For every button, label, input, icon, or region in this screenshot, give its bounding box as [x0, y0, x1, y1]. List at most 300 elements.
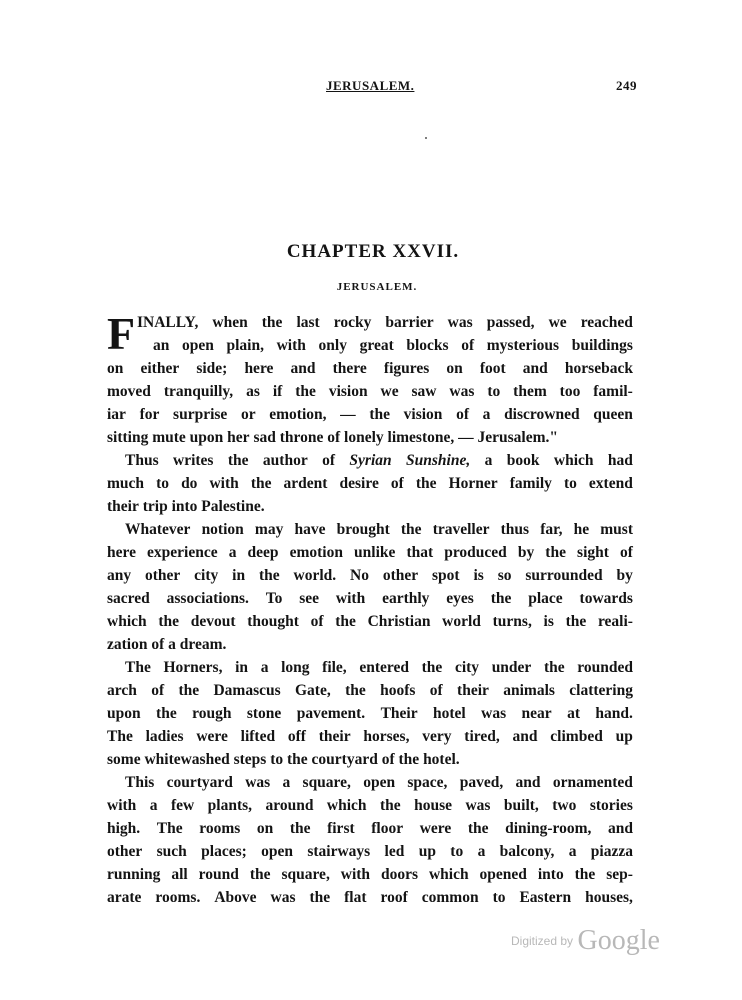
word: in: [235, 659, 249, 676]
word: iar: [107, 406, 126, 423]
word: with: [276, 337, 306, 354]
word: square,: [281, 866, 330, 883]
word: produced: [444, 544, 507, 561]
text-line: [107, 357, 633, 380]
word: —: [340, 406, 356, 423]
word: tranquilly,: [163, 383, 234, 400]
word: here: [244, 360, 274, 377]
word: towards: [579, 590, 633, 607]
word: eyes: [446, 590, 474, 607]
text-line: [107, 794, 633, 817]
word: have: [294, 521, 326, 538]
word: entered: [359, 659, 409, 676]
word: some: [107, 751, 141, 768]
word: their: [318, 728, 351, 745]
word: of: [151, 682, 165, 699]
word: world.: [293, 567, 337, 584]
word: whitewashed: [144, 751, 230, 768]
word: of: [151, 636, 165, 653]
word: which: [428, 866, 469, 883]
word: sad: [253, 429, 276, 446]
word: few: [170, 797, 195, 814]
word: the: [295, 383, 316, 400]
word: with: [340, 866, 371, 883]
word: other: [145, 567, 181, 584]
word: high.: [107, 820, 141, 837]
word: buildings: [571, 337, 633, 354]
word: lifted: [240, 728, 276, 745]
word: traveller: [432, 521, 490, 538]
word: earthly: [382, 590, 430, 607]
word: rocky: [333, 314, 372, 331]
word: hotel: [433, 705, 466, 722]
word: was: [245, 774, 271, 791]
word: to: [487, 383, 501, 400]
drop-cap: F: [107, 308, 136, 359]
word: devout: [190, 613, 236, 630]
word: her: [227, 429, 250, 446]
word: with: [107, 797, 137, 814]
text-line: [107, 656, 633, 679]
word: book: [506, 452, 540, 469]
word: was: [481, 705, 507, 722]
running-title: JERUSALEM.: [326, 78, 415, 93]
word: a: [482, 406, 491, 423]
word: the: [398, 751, 420, 768]
word: do: [181, 475, 198, 492]
word: up: [615, 728, 633, 745]
word: Jerusalem.": [477, 429, 559, 446]
text-line: [107, 472, 633, 495]
word: on: [256, 820, 274, 837]
word: to: [450, 843, 464, 860]
word: with: [335, 590, 366, 607]
word: balcony,: [499, 843, 555, 860]
word: of: [310, 613, 324, 630]
word: much: [107, 475, 145, 492]
word: foot: [479, 360, 506, 377]
text-line: [107, 334, 633, 357]
word: in: [232, 567, 246, 584]
word: courtyard: [311, 751, 378, 768]
word: we: [548, 314, 567, 331]
word: such: [156, 843, 187, 860]
text-line: [107, 403, 633, 426]
word: the: [156, 705, 177, 722]
word: Christian: [367, 613, 431, 630]
word: turns,: [492, 613, 532, 630]
word: roof: [380, 889, 408, 906]
word: with: [209, 475, 239, 492]
word: zation: [107, 636, 148, 653]
word: house: [414, 797, 453, 814]
word: blocks: [406, 337, 449, 354]
word: arch: [107, 682, 137, 699]
chapter-heading: CHAPTER XXVII.: [286, 241, 460, 262]
word: long: [281, 659, 310, 676]
word: doors: [381, 866, 419, 883]
word: the: [309, 889, 331, 906]
word: far,: [540, 521, 563, 538]
word: barrier: [385, 314, 434, 331]
word: which: [107, 613, 147, 630]
word: on: [446, 360, 463, 377]
word: the: [415, 475, 437, 492]
word: the: [250, 475, 272, 492]
word: deep: [247, 544, 279, 561]
word: that: [406, 544, 434, 561]
word: to: [156, 475, 170, 492]
word: stone: [246, 705, 282, 722]
word: sacred: [107, 590, 150, 607]
word: paved,: [459, 774, 504, 791]
word: other: [382, 567, 419, 584]
word: into: [537, 866, 564, 883]
text-line: [107, 564, 633, 587]
word: two: [552, 797, 577, 814]
word: space,: [407, 774, 448, 791]
word: off: [287, 728, 306, 745]
text-line: [107, 748, 633, 771]
word: moved: [107, 383, 151, 400]
word: round: [198, 866, 239, 883]
word: here: [107, 544, 136, 561]
text-line: [107, 771, 633, 794]
word: trip: [142, 498, 168, 515]
word: by: [616, 567, 633, 584]
word: Damascus: [213, 682, 281, 699]
word: was: [449, 383, 475, 400]
word: of: [327, 429, 341, 446]
word: or: [240, 406, 256, 423]
word: Their: [380, 705, 418, 722]
word: to: [563, 475, 577, 492]
word: notion: [201, 521, 244, 538]
word: which: [553, 452, 594, 469]
word: surrounded: [525, 567, 603, 584]
word: them: [513, 383, 547, 400]
word: —: [458, 429, 474, 446]
word: upon: [107, 705, 141, 722]
word: vision: [328, 383, 368, 400]
watermark-prefix: Digitized by: [511, 934, 574, 948]
text-line: [107, 587, 633, 610]
word: by: [517, 544, 535, 561]
word: famil-: [593, 383, 633, 400]
word: figures: [383, 360, 430, 377]
word: rounded: [577, 659, 633, 676]
word: see: [299, 590, 320, 607]
word: of: [461, 337, 475, 354]
word: reali-: [597, 613, 633, 630]
word: file,: [322, 659, 347, 676]
word: queen: [593, 406, 633, 423]
word: of: [456, 406, 469, 423]
word: INALLY,: [137, 314, 199, 331]
text-line: [107, 863, 633, 886]
word: reached: [580, 314, 633, 331]
word: desire: [339, 475, 379, 492]
word: The: [156, 820, 183, 837]
word: tired,: [464, 728, 500, 745]
word: the: [289, 820, 311, 837]
word: vision: [403, 406, 443, 423]
text-line: [107, 886, 633, 909]
word: up: [418, 843, 436, 860]
word: open: [363, 774, 396, 791]
word: a: [149, 797, 158, 814]
word: only: [318, 337, 347, 354]
text-lines: [107, 308, 633, 909]
word: the: [178, 682, 200, 699]
word: hoofs: [380, 682, 416, 699]
word: which: [326, 797, 367, 814]
word: Horners,: [163, 659, 223, 676]
word: too: [559, 383, 581, 400]
text-line: [107, 426, 633, 449]
word: horseback: [564, 360, 633, 377]
word: had: [607, 452, 633, 469]
word: there: [332, 360, 367, 377]
word: climbed: [550, 728, 603, 745]
word: experience: [147, 544, 218, 561]
word: was: [465, 797, 491, 814]
word: to: [492, 889, 506, 906]
word: on: [107, 360, 124, 377]
word: rooms.: [155, 889, 201, 906]
word: open: [182, 337, 214, 354]
word: the: [467, 820, 489, 837]
word: thought: [247, 613, 299, 630]
word: hotel.: [423, 751, 460, 768]
word: an: [153, 337, 170, 354]
word: opened: [479, 866, 527, 883]
word: To: [265, 590, 283, 607]
word: he: [573, 521, 590, 538]
text-line: [107, 610, 633, 633]
word: open: [261, 843, 293, 860]
text-line: [107, 679, 633, 702]
word: hand.: [595, 705, 633, 722]
word: of: [390, 475, 404, 492]
word: Whatever: [125, 521, 191, 538]
word: the: [345, 682, 366, 699]
word: flat: [344, 889, 367, 906]
word: first: [327, 820, 355, 837]
word: running: [107, 866, 161, 883]
word: place: [528, 590, 563, 607]
word: the: [565, 613, 587, 630]
word: No: [350, 567, 369, 584]
word: side;: [196, 360, 228, 377]
word: as: [246, 383, 260, 400]
word: for: [139, 406, 160, 423]
word: of: [381, 751, 395, 768]
word: ardent: [283, 475, 328, 492]
text-line: [107, 702, 633, 725]
word: ladies: [145, 728, 184, 745]
word: to: [270, 751, 284, 768]
word: the: [379, 797, 401, 814]
word: and: [515, 774, 541, 791]
word: a: [260, 659, 269, 676]
text-line: [107, 518, 633, 541]
word: emotion: [289, 544, 343, 561]
word: pavement.: [296, 705, 366, 722]
word: their: [457, 682, 489, 699]
word: at: [567, 705, 580, 722]
word: the: [249, 866, 271, 883]
word: sight: [577, 544, 609, 561]
word: so: [497, 567, 512, 584]
word: a: [228, 544, 237, 561]
word: surprise: [173, 406, 228, 423]
word: writes: [173, 452, 214, 469]
word: Palestine.: [201, 498, 265, 515]
watermark-brand: Google: [577, 925, 660, 956]
digitization-watermark: [511, 925, 660, 957]
word: the: [421, 659, 443, 676]
word: led: [384, 843, 405, 860]
word: world: [442, 613, 481, 630]
body-text: [107, 308, 633, 909]
word: mute: [152, 429, 186, 446]
word: last: [296, 314, 320, 331]
word: Eastern: [519, 889, 572, 906]
word: the: [574, 866, 596, 883]
text-line: [107, 311, 633, 334]
word: very: [422, 728, 452, 745]
word: their: [107, 498, 139, 515]
word: family: [509, 475, 552, 492]
word: of: [429, 682, 443, 699]
word: animals: [503, 682, 555, 699]
word: when: [212, 314, 248, 331]
word: of: [322, 452, 336, 469]
word: and: [290, 360, 316, 377]
word: places;: [201, 843, 247, 860]
word: city: [194, 567, 219, 584]
word: near: [521, 705, 552, 722]
word: Thus: [125, 452, 159, 469]
word: and: [522, 360, 548, 377]
word: if: [272, 383, 283, 400]
word: mysterious: [486, 337, 560, 354]
word: passed,: [486, 314, 535, 331]
text-line: [107, 633, 633, 656]
word: was: [447, 314, 473, 331]
word: brought: [336, 521, 390, 538]
word: The: [107, 728, 133, 745]
word: rooms: [199, 820, 241, 837]
word: sep-: [606, 866, 633, 883]
text-line: [107, 840, 633, 863]
chapter-subtitle: JERUSALEM.: [336, 281, 418, 293]
word: clattering: [569, 682, 633, 699]
word: was: [270, 889, 296, 906]
word: limestone,: [387, 429, 455, 446]
word: under: [491, 659, 532, 676]
word: plain,: [226, 337, 264, 354]
word: discrowned: [504, 406, 580, 423]
word: the: [400, 521, 422, 538]
word: around: [265, 797, 314, 814]
word: extend: [588, 475, 633, 492]
word: we: [380, 383, 399, 400]
word: the: [543, 659, 565, 676]
word: other: [107, 843, 143, 860]
word: the: [227, 452, 249, 469]
word: is: [473, 567, 484, 584]
word: the: [369, 406, 390, 423]
word: built,: [503, 797, 539, 814]
word: Syrian: [349, 452, 392, 469]
word: of: [619, 544, 633, 561]
word: dining-room,: [505, 820, 592, 837]
word: into: [171, 498, 198, 515]
word: a: [168, 636, 176, 653]
word: and: [512, 728, 538, 745]
word: The: [125, 659, 151, 676]
word: rough: [192, 705, 232, 722]
word: plants,: [207, 797, 253, 814]
word: the: [490, 590, 512, 607]
word: the: [545, 544, 566, 561]
word: the: [261, 314, 283, 331]
word: square,: [302, 774, 351, 791]
word: ornamented: [552, 774, 633, 791]
word: floor: [371, 820, 404, 837]
word: a: [477, 843, 486, 860]
word: author: [262, 452, 308, 469]
word: were: [419, 820, 452, 837]
word: dream.: [179, 636, 227, 653]
text-line: [107, 541, 633, 564]
word: spot: [432, 567, 460, 584]
word: city: [454, 659, 480, 676]
word: stairways: [307, 843, 371, 860]
word: courtyard: [166, 774, 233, 791]
word: upon: [189, 429, 224, 446]
word: arate: [107, 889, 142, 906]
word: stories: [589, 797, 633, 814]
word: and: [607, 820, 633, 837]
word: houses,: [585, 889, 633, 906]
running-head: [0, 78, 742, 98]
word: is: [543, 613, 554, 630]
word: thus: [500, 521, 530, 538]
word: steps: [233, 751, 267, 768]
word: a: [484, 452, 493, 469]
word: lonely: [344, 429, 384, 446]
word: throne: [279, 429, 324, 446]
word: were: [196, 728, 228, 745]
word: the: [335, 613, 356, 630]
word: may: [254, 521, 284, 538]
page-number: 249: [616, 78, 637, 93]
stray-mark: [425, 137, 427, 139]
word: piazza: [590, 843, 633, 860]
word: saw: [411, 383, 437, 400]
text-line: [107, 380, 633, 403]
word: any: [107, 567, 132, 584]
word: Gate,: [295, 682, 331, 699]
word: Horner: [448, 475, 498, 492]
text-line: [107, 817, 633, 840]
word: common: [421, 889, 479, 906]
word: the: [287, 751, 308, 768]
word: a: [282, 774, 291, 791]
